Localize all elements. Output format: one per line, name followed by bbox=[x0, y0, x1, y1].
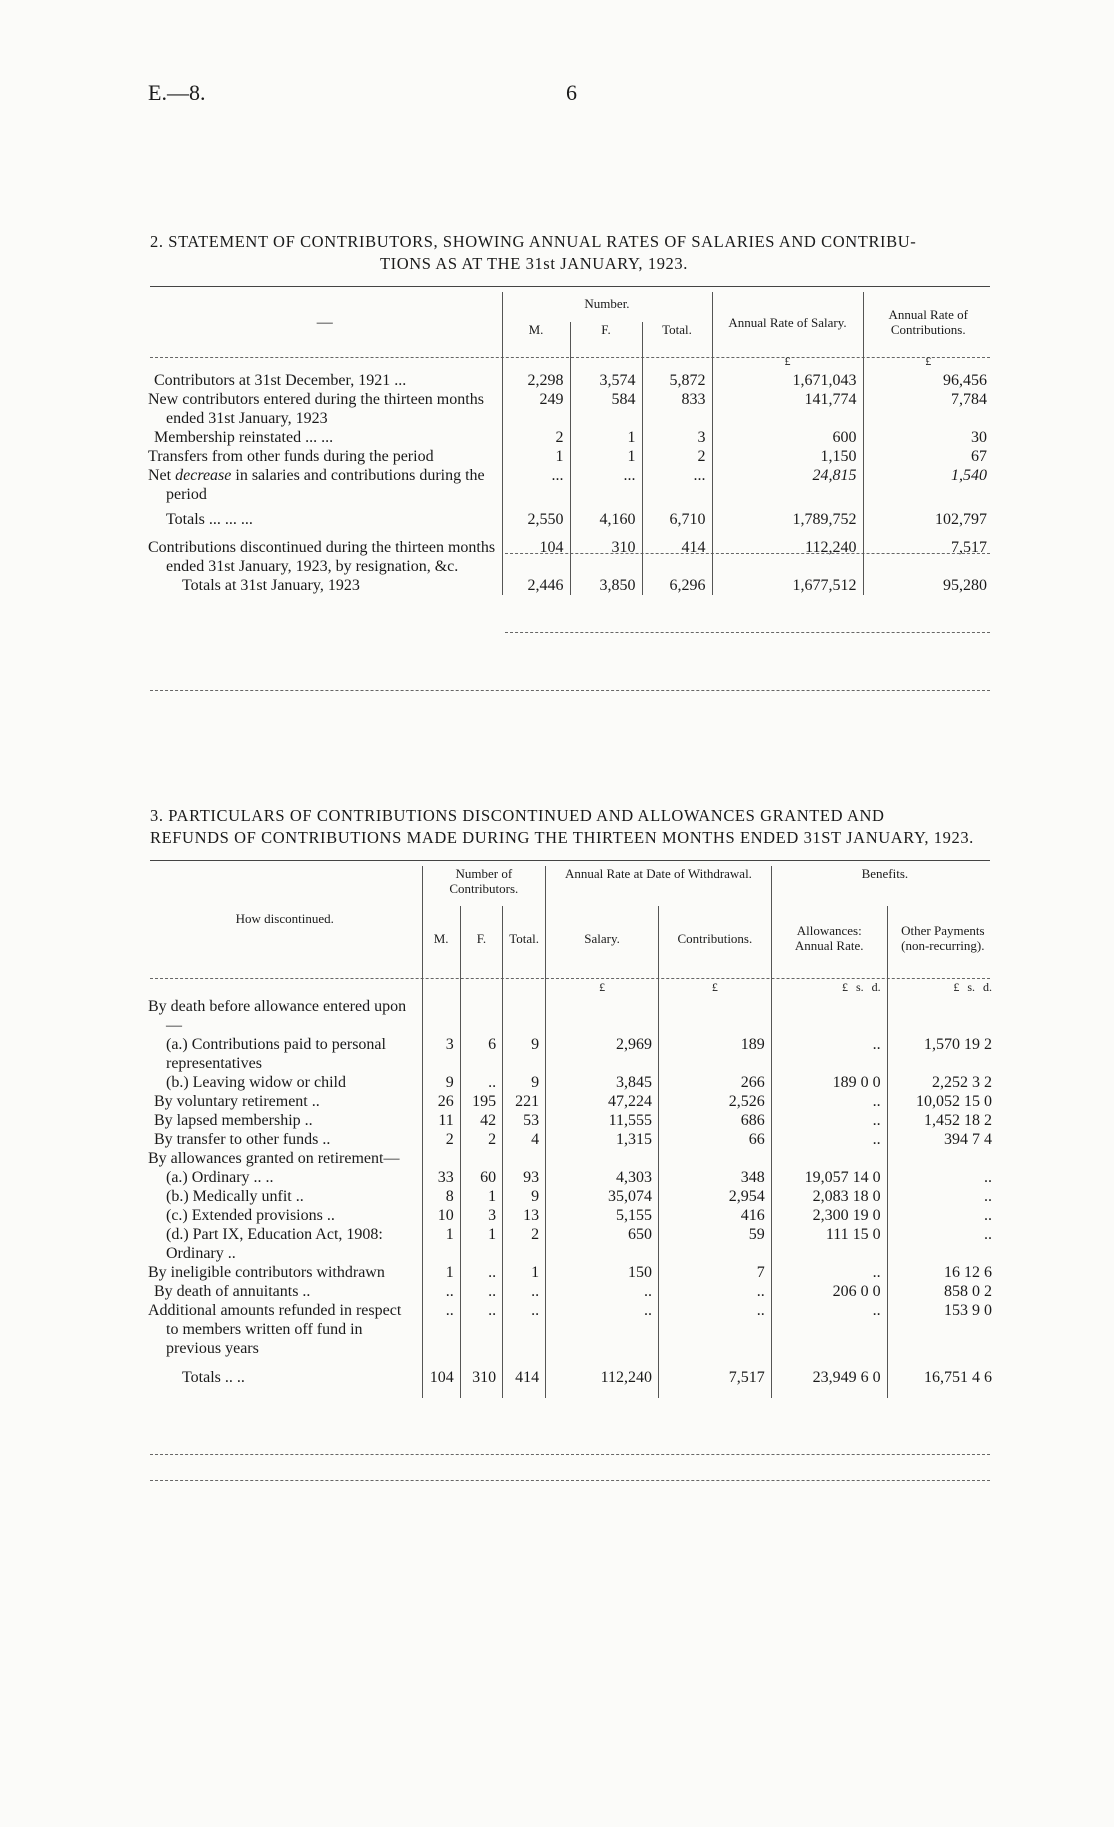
allowance-units: £ s. d. bbox=[771, 970, 887, 997]
table-row: By death before allowance entered upon— bbox=[148, 997, 998, 1035]
male-header: M. bbox=[422, 906, 460, 970]
page-number: 6 bbox=[566, 80, 577, 105]
table-row: By death of annuitants .. .. .. .. .. .. 206 0 0 858 0 2 bbox=[148, 1282, 998, 1301]
contributions-header: Contributions. bbox=[658, 906, 771, 970]
pound-unit: £ bbox=[658, 970, 771, 997]
salary-unit: £ bbox=[712, 352, 863, 371]
table-row: Contributors at 31st December, 1921 ... 2,298 3,574 5,872 1,671,043 96,456 bbox=[148, 371, 993, 390]
table-row: Net decrease in salaries and contributions during the period ... ... ... 24,815 1,540 bbox=[148, 466, 993, 504]
table-row: New contributors entered during the thirteen months ended 31st January, 1923 249 584 833 141,774 7,784 bbox=[148, 390, 993, 428]
table-row: (b.) Medically unfit .. 8 1 9 35,074 2,954 2,083 18 0 .. bbox=[148, 1187, 998, 1206]
totals-row: Totals .. .. 104 310 414 112,240 7,517 23,949 6 0 16,751 4 6 bbox=[148, 1358, 998, 1398]
table-row: (d.) Part IX, Education Act, 1908: Ordinary .. 1 1 2 650 59 111 15 0 .. bbox=[148, 1225, 998, 1263]
female-header: F. bbox=[570, 322, 642, 352]
female-header: F. bbox=[460, 906, 502, 970]
contributions-unit: £ bbox=[863, 352, 993, 371]
male-header: M. bbox=[502, 322, 570, 352]
benefits-header: Benefits. bbox=[771, 866, 998, 906]
section3-title-line2: REFUNDS OF CONTRIBUTIONS MADE DURING THE THIRTEEN MONTHS ENDED 31ST JANUARY, 1923. bbox=[150, 828, 974, 847]
table-row: By voluntary retirement .. 26 195 221 47,224 2,526 .. 10,052 15 0 bbox=[148, 1092, 998, 1111]
table-row: (a.) Contributions paid to personal representatives 3 6 9 2,969 189 .. 1,570 19 2 bbox=[148, 1035, 998, 1073]
other-payments-header: Other Payments (non-recurring). bbox=[887, 906, 998, 970]
rate-withdrawal-header: Annual Rate at Date of Withdrawal. bbox=[546, 866, 772, 906]
section2-title-line1: 2. STATEMENT OF CONTRIBUTORS, SHOWING ANNUAL RATES OF SALARIES AND CONTRIBU- bbox=[150, 232, 917, 251]
table-row: Membership reinstated ... ... 2 1 3 600 30 bbox=[148, 428, 993, 447]
table-row: Contributions discontinued during the thirteen months ended 31st January, 1923, by resignation, &c. 104 310 414 112,240 7,517 bbox=[148, 538, 993, 576]
number-contributors-header: Number of Contributors. bbox=[422, 866, 546, 906]
table-row: Totals at 31st January, 1923 2,446 3,850 6,296 1,677,512 95,280 bbox=[148, 576, 993, 595]
table-row: Totals ... ... ... 2,550 4,160 6,710 1,789,752 102,797 bbox=[148, 504, 993, 538]
table-row: (c.) Extended provisions .. 10 3 13 5,155 416 2,300 19 0 .. bbox=[148, 1206, 998, 1225]
other-payment-units: £ s. d. bbox=[887, 970, 998, 997]
table-row: Transfers from other funds during the period 1 1 2 1,150 67 bbox=[148, 447, 993, 466]
allowances-header: Allowances: Annual Rate. bbox=[771, 906, 887, 970]
section3-title-line1: 3. PARTICULARS OF CONTRIBUTIONS DISCONTINUED AND ALLOWANCES GRANTED AND bbox=[150, 806, 885, 825]
table-row: (b.) Leaving widow or child 9 .. 9 3,845 266 189 0 0 2,252 3 2 bbox=[148, 1073, 998, 1092]
salary-header: Annual Rate of Salary. bbox=[712, 292, 863, 352]
table-row: (a.) Ordinary .. .. 33 60 93 4,303 348 19,057 14 0 .. bbox=[148, 1168, 998, 1187]
document-code: E.—8. bbox=[148, 80, 206, 105]
units-row bbox=[148, 970, 998, 997]
contributions-header: Annual Rate of Contributions. bbox=[863, 292, 993, 352]
table-row: By transfer to other funds .. 2 2 4 1,315 66 .. 394 7 4 bbox=[148, 1130, 998, 1149]
pound-unit: £ bbox=[546, 970, 659, 997]
section2-title-line2: TIONS AS AT THE 31st JANUARY, 1923. bbox=[380, 254, 688, 273]
total-header: Total. bbox=[642, 322, 712, 352]
table-row: By ineligible contributors withdrawn 1 .. 1 150 7 .. 16 12 6 bbox=[148, 1263, 998, 1282]
table-row: By lapsed membership .. 11 42 53 11,555 686 .. 1,452 18 2 bbox=[148, 1111, 998, 1130]
table-row: By allowances granted on retirement— bbox=[148, 1149, 998, 1168]
how-discontinued-header: How discontinued. bbox=[235, 910, 334, 926]
table-row: Additional amounts refunded in respect to members written off fund in previous years .. .. .. .. .. .. 153 9 0 bbox=[148, 1301, 998, 1358]
total-header: Total. bbox=[503, 906, 546, 970]
salary-header: Salary. bbox=[546, 906, 659, 970]
number-header: Number. bbox=[502, 292, 712, 322]
contributors-statement-table: — Number. Annual Rate of Salary. Annual Rate of Contributions. M. F. Total. £ £ Contributors at 31st December, 1921 ... 2,298 3,574 5,872 1,671,043 96,456 New contributors entered during the thirteen months ended 31st January, 1923 249 584 833 141,774 7,784 Membership reinstated ... ... 2 1 3 600 30 Transfers from other funds during the period 1 1 2 1,150 67 Net decrease in salaries and contributions during the period ... ... ... 24,815 1,540 Totals ... ... ... 2,550 4,160 6,710 1,789,752 102,797 Contributions discontinued during the thirteen months ended 31st January, 1923, by resignation, &c. 104 310 414 112,240 7,517 Totals at 31st January, 1923 2,446 3,850 6,296 1,677,512 95,280 bbox=[148, 292, 993, 595]
discontinued-contributions-table bbox=[148, 866, 998, 1398]
